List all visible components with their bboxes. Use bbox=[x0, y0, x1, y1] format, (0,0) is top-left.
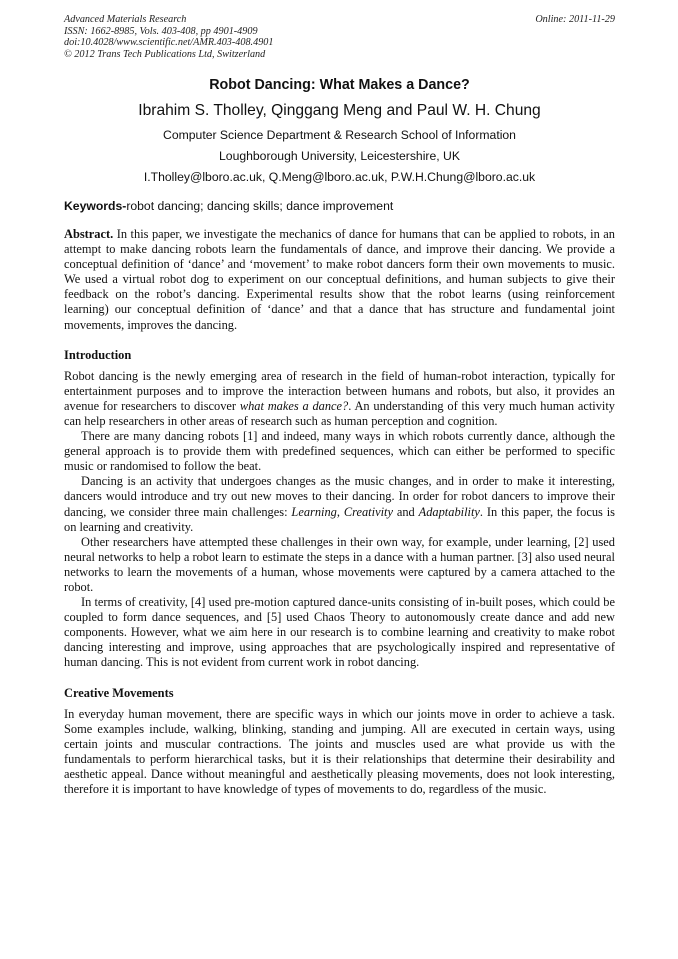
abstract-label: Abstract. bbox=[64, 227, 114, 241]
intro-p1-text-b: . An understanding of this very much human activity can help researchers in other areas of research such as human perception and cognition. bbox=[64, 398, 615, 428]
intro-paragraph-4: Other researchers have attempted these challenges in their own way, for example, under learning, [2] used neural networks to help a robot learn to estimate the steps in a dance with a human partner. [3] also used neural networks to learn the movements of a human, whose movements were captured by a camera attached to the robot. bbox=[64, 534, 615, 594]
keywords bbox=[64, 199, 615, 213]
keywords-label: Keywords- bbox=[64, 199, 127, 213]
intro-p3-sep-2: and bbox=[392, 504, 419, 519]
online-date: Online: 2011-11-29 bbox=[535, 14, 615, 25]
intro-p3-text-b: . In this paper, the focus is on learning and creativity. bbox=[64, 504, 615, 534]
abstract bbox=[64, 227, 615, 333]
author-emails: I.Tholley@lboro.ac.uk, Q.Meng@lboro.ac.uk, P.W.H.Chung@lboro.ac.uk bbox=[143, 170, 536, 184]
doi-line: doi:10.4028/www.scientific.net/AMR.403-408.4901 bbox=[64, 37, 274, 48]
journal-header bbox=[64, 14, 615, 60]
intro-p3-sep-1: , bbox=[336, 504, 344, 519]
intro-paragraph-1 bbox=[64, 369, 615, 429]
paper-authors: Ibrahim S. Tholley, Qinggang Meng and Paul W. H. Chung bbox=[138, 102, 541, 119]
affiliation-department: Computer Science Department & Research School of Information bbox=[163, 128, 516, 142]
abstract-text: In this paper, we investigate the mechanics of dance for humans that can be applied to robots, in an attempt to make dancing robots learn the fundamentals of dance, and improve their dancing. We provide a conceptual definition of ‘dance’ and ‘movement’ to make robot dancers form their own movements to music. We used a virtual robot dog to experiment on our conceptual definitions, and human subjects to give their feedback on the robot’s dancing. Experimental results show that the robot learns (using reinforcement learning) our conceptual definition of ‘dance’ and that a dance that has structure and fundamental joint movements, improves the dancing. bbox=[64, 227, 615, 332]
keywords-text: robot dancing; dancing skills; dance improvement bbox=[126, 199, 394, 213]
intro-p1-text-a: Robot dancing is the newly emerging area of research in the field of human-robot interaction, typically for entertainment purposes and to improve the interaction between humans and robots, but also, it provides an avenue for researchers to discover bbox=[64, 368, 615, 413]
copyright-line: © 2012 Trans Tech Publications Ltd, Switzerland bbox=[64, 48, 266, 60]
section-heading-introduction: Introduction bbox=[64, 347, 132, 362]
intro-p1-emphasis: what makes a dance? bbox=[239, 398, 349, 413]
intro-paragraph-5: In terms of creativity, [4] used pre-motion captured dance-units consisting of in-built poses, which could be coupled to form dance sequences, and [5] used Chaos Theory to autonomously create dance and add new components. However, what we aim here in our research is to combine learning and creativity to make robot dancing interesting and improve, using approaches that are psychologically inspired and representative of human dancing. This is not evident from current work in robot dancing. bbox=[64, 595, 615, 670]
issn-line: ISSN: 1662-8985, Vols. 403-408, pp 4901-4909 bbox=[64, 25, 258, 37]
affiliation-university: Loughborough University, Leicestershire, UK bbox=[219, 149, 460, 163]
intro-p3-text-a: Dancing is an activity that undergoes changes as the music changes, and in order to make it interesting, dancers would introduce and try out new moves to their dancing. In order for robot dancers to improve their dancing, we consider three main challenges: bbox=[64, 474, 615, 519]
paper-page bbox=[64, 14, 615, 797]
intro-p3-learning: Learning bbox=[291, 504, 337, 519]
intro-paragraph-2: There are many dancing robots [1] and indeed, many ways in which robots currently dance, although the general approach is to provide them with predefined sequences, which can either be performed to specific music or randomised to follow the beat. bbox=[64, 429, 615, 474]
paper-title: Robot Dancing: What Makes a Dance? bbox=[209, 77, 470, 93]
creative-paragraph-1: In everyday human movement, there are specific ways in which our joints move in order to achieve a task. Some examples include, walking, blinking, standing and jumping. All are executed in certain ways, using certain joints and muscular contractions. The joints and muscles used are what provide us with the fundamentals to perform hierarchical tasks, but it is their relationships that determine their desirability and aesthetic appeal. Dance without meaningful and aesthetically pleasing movements, does not look interesting, therefore it is important to have knowledge of types of movements to do, regardless of the music. bbox=[64, 706, 615, 796]
intro-p3-adaptability: Adaptability bbox=[418, 504, 480, 519]
intro-p3-creativity: Creativity bbox=[343, 504, 393, 519]
intro-paragraph-3 bbox=[64, 474, 615, 534]
section-heading-creative-movements: Creative Movements bbox=[64, 685, 174, 700]
journal-name: Advanced Materials Research bbox=[64, 14, 187, 25]
